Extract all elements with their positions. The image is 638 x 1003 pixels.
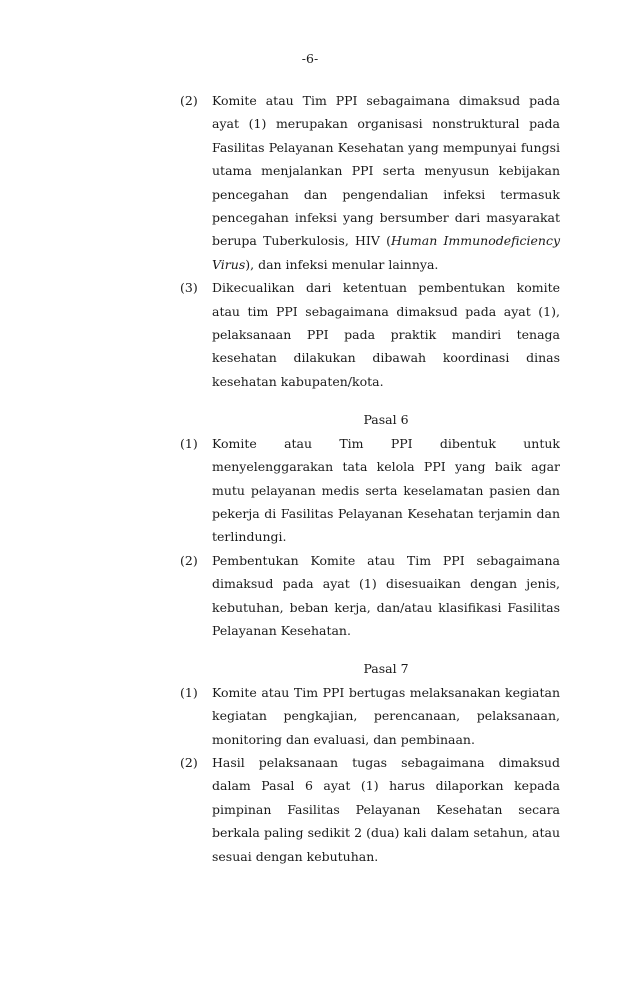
item-text: Dikecualikan dari ketentuan pembentukan komite atau tim PPI sebagaimana dimaksud pada ayat (1), pelaksanaan PPI pada praktik mandiri tenaga kesehatan dilakukan dibawah koordinasi dinas kesehatan kabupaten/kota. bbox=[212, 280, 560, 389]
item-text: Hasil pelaksanaan tugas sebagaimana dimaksud dalam Pasal 6 ayat (1) harus dilaporkan kepada pimpinan Fasilitas Pelayanan Kesehatan secara berkala paling sedikit 2 (dua) kali dalam setahun, atau sesuai dengan kebutuhan. bbox=[212, 754, 560, 864]
item-text: Pembentukan Komite atau Tim PPI sebagaimana dimaksud pada ayat (1) disesuaikan dengan jenis, kebutuhan, beban kerja, dan/atau klasifikasi Fasilitas Pelayanan Kesehatan. bbox=[212, 552, 560, 638]
page-number: -6- bbox=[301, 51, 319, 66]
item-text: Komite atau Tim PPI dibentuk untuk menyelenggarakan tata kelola PPI yang baik agar mutu pelayanan medis serta keselamatan pasien dan pekerja di Fasilitas Pelayanan Kesehatan terjamin dan terlindungi. bbox=[212, 435, 560, 545]
article-heading-pasal-6: Pasal 6 bbox=[363, 412, 409, 428]
item-number: (2) bbox=[180, 93, 198, 108]
item-number: (1) bbox=[180, 684, 198, 700]
list-item bbox=[180, 276, 560, 393]
list-item bbox=[180, 549, 560, 643]
item-number: (2) bbox=[180, 754, 198, 770]
item-number: (2) bbox=[180, 552, 198, 568]
list-item bbox=[180, 751, 560, 868]
item-number: (3) bbox=[180, 280, 198, 296]
article-heading-pasal-7: Pasal 7 bbox=[363, 661, 409, 677]
item-number: (1) bbox=[180, 435, 198, 451]
item-text: Komite atau Tim PPI bertugas melaksanakan kegiatan kegiatan pengkajian, perencanaan, pelaksanaan, monitoring dan evaluasi, dan pembinaan. bbox=[212, 684, 560, 747]
italic-term: Human Immunodeficiency Virus bbox=[212, 233, 560, 272]
list-item bbox=[180, 681, 560, 751]
document-body bbox=[180, 89, 560, 868]
item-text: Komite atau Tim PPI sebagaimana dimaksud pada ayat (1) merupakan organisasi nonstruktural pada Fasilitas Pelayanan Kesehatan yang mempunyai fungsi utama menjalankan PPI serta menyusun kebijakan pencegahan dan pengendalian infeksi termasuk pencegahan infeksi yang bersumber dari masyarakat berupa Tuberkulosis, HIV (Human Immunodeficiency Virus), dan infeksi menular lainnya. bbox=[212, 93, 560, 272]
list-item bbox=[180, 432, 560, 549]
list-item bbox=[180, 89, 560, 276]
